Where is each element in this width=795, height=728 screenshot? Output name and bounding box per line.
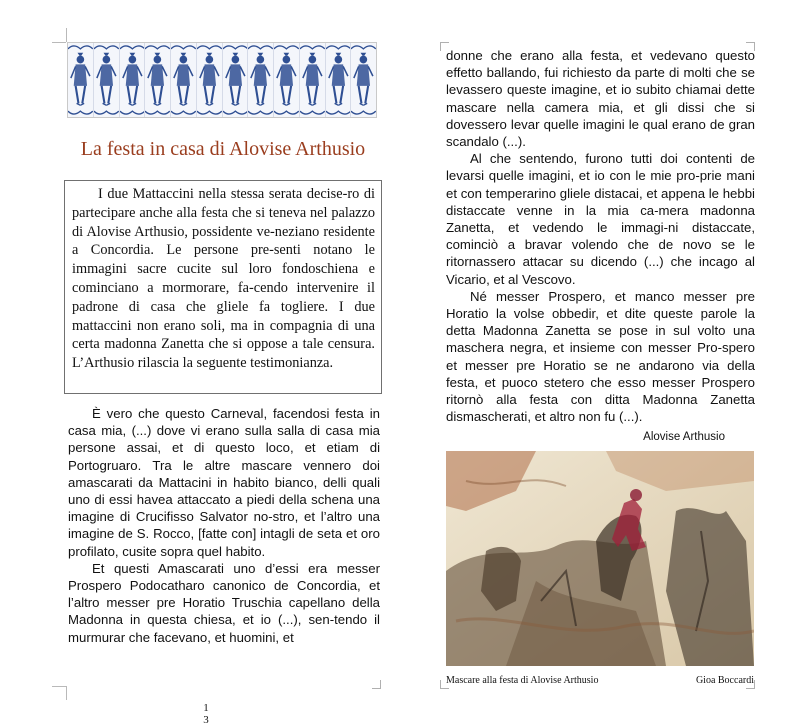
figure-tile [171, 43, 197, 117]
figure-tile [351, 43, 376, 117]
testimony-paragraph: donne che erano alla festa, et vedevano questo effetto ballando, fui richiesto da parte di molti che se levassero queste imagine, et io subito chiamai dette mascare nella camera mia, et gli dissi che si dovessero levar quelle imagini le qual erano de gran scandalo (...). [446, 48, 755, 150]
artwork-caption [446, 675, 754, 686]
testimony-paragraph: Et questi Amascarati uno d’essi era messer Prospero Podocatharo canonico de Concordia, et l’altro messer pre Horatio Truschia capellano della Madonna in questa chiesa, et io (...), sen-tendo il murmurar che facevano, et huomini, et [68, 560, 380, 645]
decorative-tile-band [67, 42, 377, 118]
etching-illustration [446, 451, 754, 666]
figure-tile [326, 43, 352, 117]
right-text-column [446, 47, 755, 425]
text-frame-corner [372, 680, 381, 689]
figure-tile [145, 43, 171, 117]
testimony-paragraph: È vero che questo Carneval, facendosi festa in casa mia, (...) dove vi erano sulla salla di casa mia persone assai, et di questo loco, et etiam di Portogruaro. Tra le altre mascare vennero doi amascarati da Mattacini in habito bianco, delli quali uno di essi havea attaccato a piedi della schena una imagine di Crucifisso Salvator no-stro, et l’altro una imagine de S. Rocco, [fatte con] intagli de seta et oro profilato, cusite sopra quel habito. [68, 406, 380, 559]
figure-tile [300, 43, 326, 117]
summary-text: I due Mattaccini nella stessa serata decise-ro di partecipare anche alla festa che si teneva nel palazzo di Alovise Arthusio, possidente ve-neziano residente a Concordia. Le persone pre-senti notano le immagini sacre cucite sul loro fondoschiena e cominciano a mormorare, fa-cendo intervenire il padrone di casa che gliele fa togliere. I due mattaccini non erano soli, ma in compagnia di una certa madonna Zanetta che si oppose a tale censura. L’Arthusio rilascia la seguente testimonianza. [72, 186, 375, 372]
artwork-image [446, 451, 754, 666]
page-title: La festa in casa di Alovise Arthusio [80, 138, 366, 160]
crop-mark-top-left-v [66, 28, 67, 42]
summary-box [64, 180, 382, 394]
testimony-paragraph: Al che sentendo, furono tutti doi contenti de levarsi quelle imagini, et io con le mie pro-prie mani et con temperarino gliele distacai, et appena le hebbi distaccate venne in la mia ca-mera madonna Zanetta, et vedendo le immagi-ni distaccate, cominciò a bravar volendo che de novo se le ritornassero attacar su dicendo (...) che incago al Vicario, et al Vescovo. [446, 151, 755, 287]
figure-tile [120, 43, 146, 117]
figure-tile [248, 43, 274, 117]
figure-tile [274, 43, 300, 117]
page-number: 1 [203, 702, 209, 714]
crop-mark-top-left-h [52, 42, 66, 43]
signature: Alovise Arthusio [643, 431, 725, 443]
figure-tile [197, 43, 223, 117]
testimony-paragraph: Né messer Prospero, et manco messer pre Horatio la volse obbedir, et dite queste parole la detta Madonna Zanetta se pose in sul volto una maschera negra, et insieme con messer Pro-spero et messer pre Horatio se ne andarono via della festa, et puoco stetero che esso messer Prospero ritornò alla festa con ditta Madonna Zanetta dismascherati, et altro non fu (...). [446, 288, 755, 425]
crop-mark-bottom-left-h [52, 686, 66, 687]
left-text-column [68, 405, 380, 646]
crop-mark-bottom-left-v [66, 686, 67, 700]
figure-tile [223, 43, 249, 117]
caption-title: Mascare alla festa di Alovise Arthusio [446, 675, 599, 686]
figure-tile [68, 43, 94, 117]
caption-artist: Gioa Boccardi [695, 675, 754, 686]
page-number: 3 [203, 714, 209, 726]
figure-tile [94, 43, 120, 117]
